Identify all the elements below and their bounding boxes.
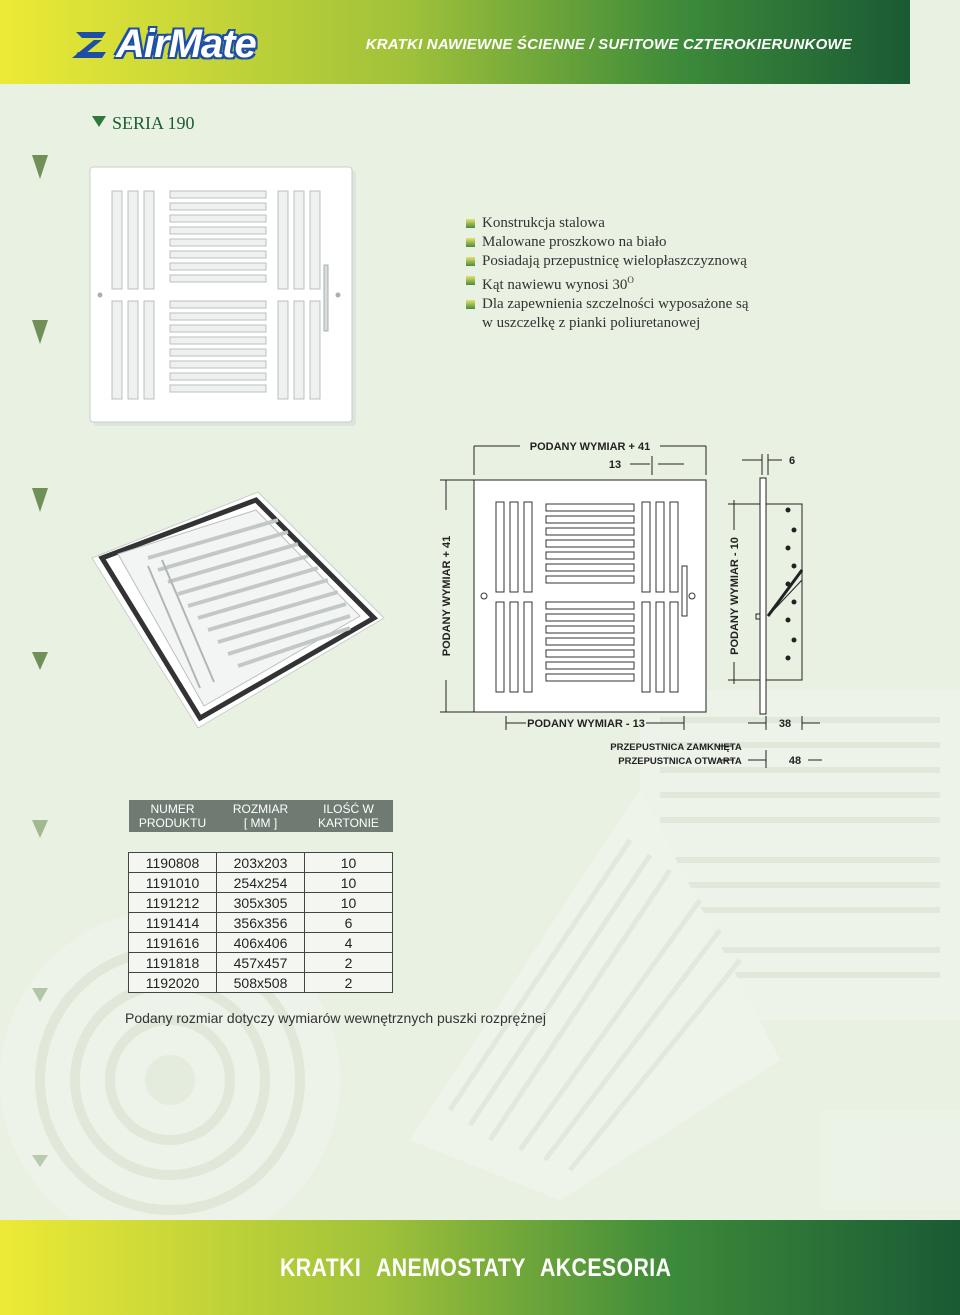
feature-item: Dla zapewnienia szczelności wyposażone są	[466, 295, 749, 314]
feature-list	[466, 214, 749, 333]
dim-top-width: PODANY WYMIAR + 41	[529, 441, 651, 453]
feature-item-continuation: w uszczelkę z pianki poliuretanowej	[482, 315, 701, 331]
feature-item: Posiadają przepustnicę wielopłaszczyznową	[466, 252, 749, 271]
label-damper-closed: PRZEPUSTNICA ZAMKNIĘTA	[610, 742, 742, 753]
series-heading	[92, 113, 195, 134]
dim-38: 38	[778, 718, 792, 730]
side-marker-icon	[32, 488, 48, 512]
table-row: 1191212 305x305 10	[129, 893, 393, 913]
dim-left-height: PODANY WYMIAR + 41	[441, 535, 453, 657]
series-label: SERIA 190	[112, 113, 195, 133]
footer-link-anemostaty: ANEMOSTATY	[376, 1254, 526, 1282]
logo-text: AirMate	[116, 22, 256, 66]
side-marker-icon	[32, 652, 48, 670]
grille-angled-photo	[88, 488, 388, 733]
table-row: 1192020 508x508 2	[129, 973, 393, 993]
table-row: 1191414 356x356 6	[129, 913, 393, 933]
size-note: Podany rozmiar dotyczy wymiarów wewnętrznych puszki rozprężnej	[125, 1010, 546, 1026]
dim-6: 6	[788, 455, 796, 467]
feature-item: Konstrukcja stalowa	[466, 214, 749, 233]
table-row: 1191616 406x406 4	[129, 933, 393, 953]
table-row: 1190808 203x203 10	[129, 853, 393, 873]
degree-mark: O	[627, 275, 634, 285]
dim-right-height: PODANY WYMIAR - 10	[729, 537, 741, 655]
footer-link-kratki: KRATKI	[280, 1254, 362, 1282]
dim-bottom-width: PODANY WYMIAR - 13	[527, 718, 645, 730]
product-table	[128, 800, 393, 993]
footer-link-akcesoria: AKCESORIA	[540, 1254, 672, 1282]
feature-angle-text: Kąt nawiewu wynosi 30	[482, 277, 628, 293]
table-row: 1191010 254x254 10	[129, 873, 393, 893]
footer-banner	[0, 1220, 960, 1315]
dim-48: 48	[788, 755, 802, 767]
side-marker-icon	[32, 988, 48, 1002]
side-marker-icon	[32, 155, 48, 179]
technical-drawing	[430, 430, 830, 770]
feature-item: Malowane proszkowo na biało	[466, 233, 749, 252]
label-damper-open: PRZEPUSTNICA OTWARTA	[618, 756, 742, 767]
header-title: KRATKI NAWIEWNE ŚCIENNE / SUFITOWE CZTEROKIERUNKOWE	[365, 36, 852, 53]
side-marker-icon	[32, 820, 48, 838]
dim-13-top: 13	[608, 459, 622, 471]
col-header-size: ROZMIAR [ MM ]	[217, 800, 305, 832]
col-header-number: NUMER PRODUKTU	[129, 800, 217, 832]
side-marker-icon	[32, 1155, 48, 1167]
triangle-bullet-icon	[92, 116, 106, 127]
side-marker-icon	[32, 320, 48, 344]
table-row: 1191818 457x457 2	[129, 953, 393, 973]
grille-front-photo	[88, 165, 360, 430]
col-header-qty: ILOŚĆ W KARTONIE	[305, 800, 393, 832]
feature-item	[466, 271, 749, 295]
